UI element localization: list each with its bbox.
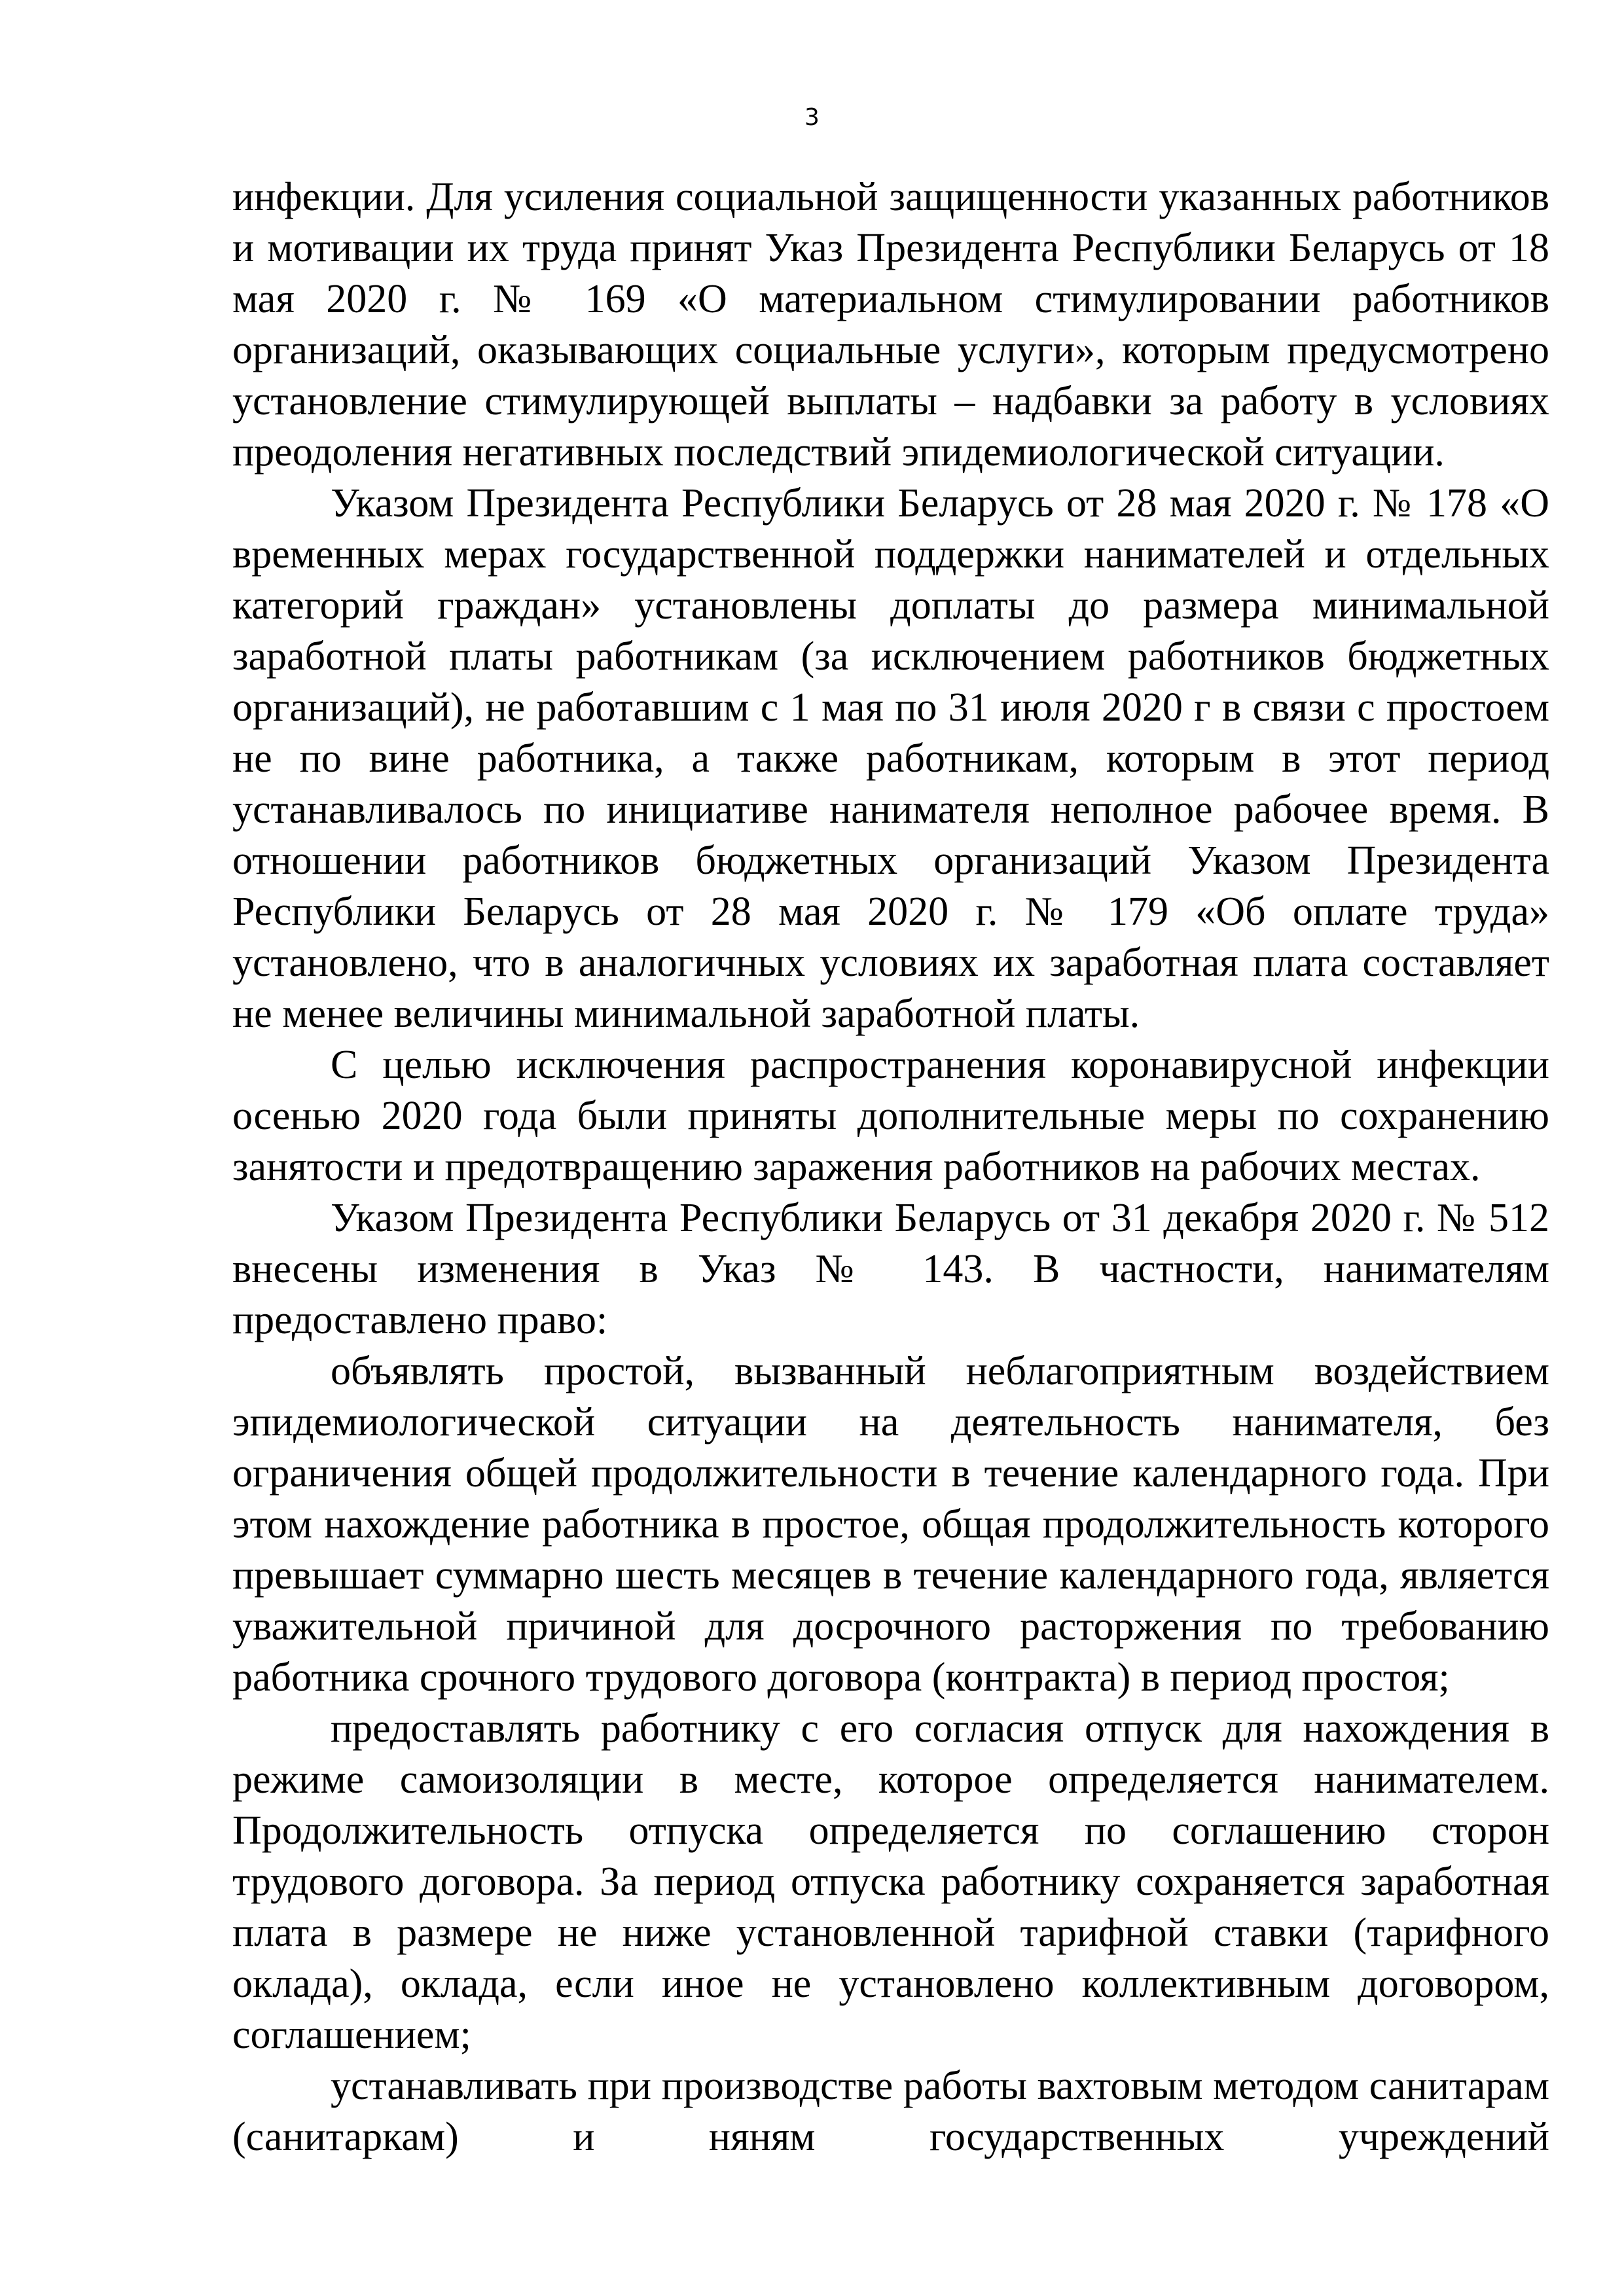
paragraph-1: инфекции. Для усиления социальной защищенности указанных работников и мотивации их труда принят Указ Президента Республики Беларусь от 18 мая 2020 г. № 169 «О материальном стимулировании работников организаций, оказывающих социальные услуги», которым предусмотрено установление стимулирующей выплаты – надбавки за работу в условиях преодоления негативных последствий эпидемиологической ситуации. [232, 175, 1549, 475]
document-body [232, 171, 1549, 2162]
paragraph-2: Указом Президента Республики Беларусь от 28 мая 2020 г. № 178 «О временных мерах государственной поддержки нанимателей и отдельных категорий граждан» установлены доплаты до размера минимальной заработной платы работникам (за исключением работников бюджетных организаций), не работавшим с 1 мая по 31 июля 2020 г в связи с простоем не по вине работника, а также работникам, которым в этот период устанавливалось по инициативе нанимателя неполное рабочее время. В отношении работников бюджетных организаций Указом Президента Республики Беларусь от 28 мая 2020 г. № 179 «Об оплате труда» установлено, что в аналогичных условиях их заработная плата составляет не менее величины минимальной заработной платы. [232, 481, 1549, 1036]
paragraph-7: устанавливать при производстве работы вахтовым методом санитарам (санитаркам) и няням государственных учреждений [232, 2064, 1549, 2159]
paragraph-5: объявлять простой, вызванный неблагоприятным воздействием эпидемиологической ситуации на деятельность нанимателя, без ограничения общей продолжительности в течение календарного года. При этом нахождение работника в простое, общая продолжительность которого превышает суммарно шесть месяцев в течение календарного года, является уважительной причиной для досрочного расторжения по требованию работника срочного трудового договора (контракта) в период простоя; [232, 1349, 1549, 1700]
paragraph-6: предоставлять работнику с его согласия отпуск для нахождения в режиме самоизоляции в месте, которое определяется нанимателем. Продолжительность отпуска определяется по соглашению сторон трудового договора. За период отпуска работнику сохраняется заработная плата в размере не ниже установленной тарифной ставки (тарифного оклада), оклада, если иное не установлено коллективным договором, соглашением; [232, 1706, 1549, 2057]
page-number: 3 [804, 104, 820, 131]
paragraph-3: С целью исключения распространения коронавирусной инфекции осенью 2020 года были приняты дополнительные меры по сохранению занятости и предотвращению заражения работников на рабочих местах. [232, 1043, 1549, 1189]
paragraph-4: Указом Президента Республики Беларусь от 31 декабря 2020 г. № 512 внесены изменения в Указ № 143. В частности, нанимателям предоставлено право: [232, 1196, 1549, 1342]
